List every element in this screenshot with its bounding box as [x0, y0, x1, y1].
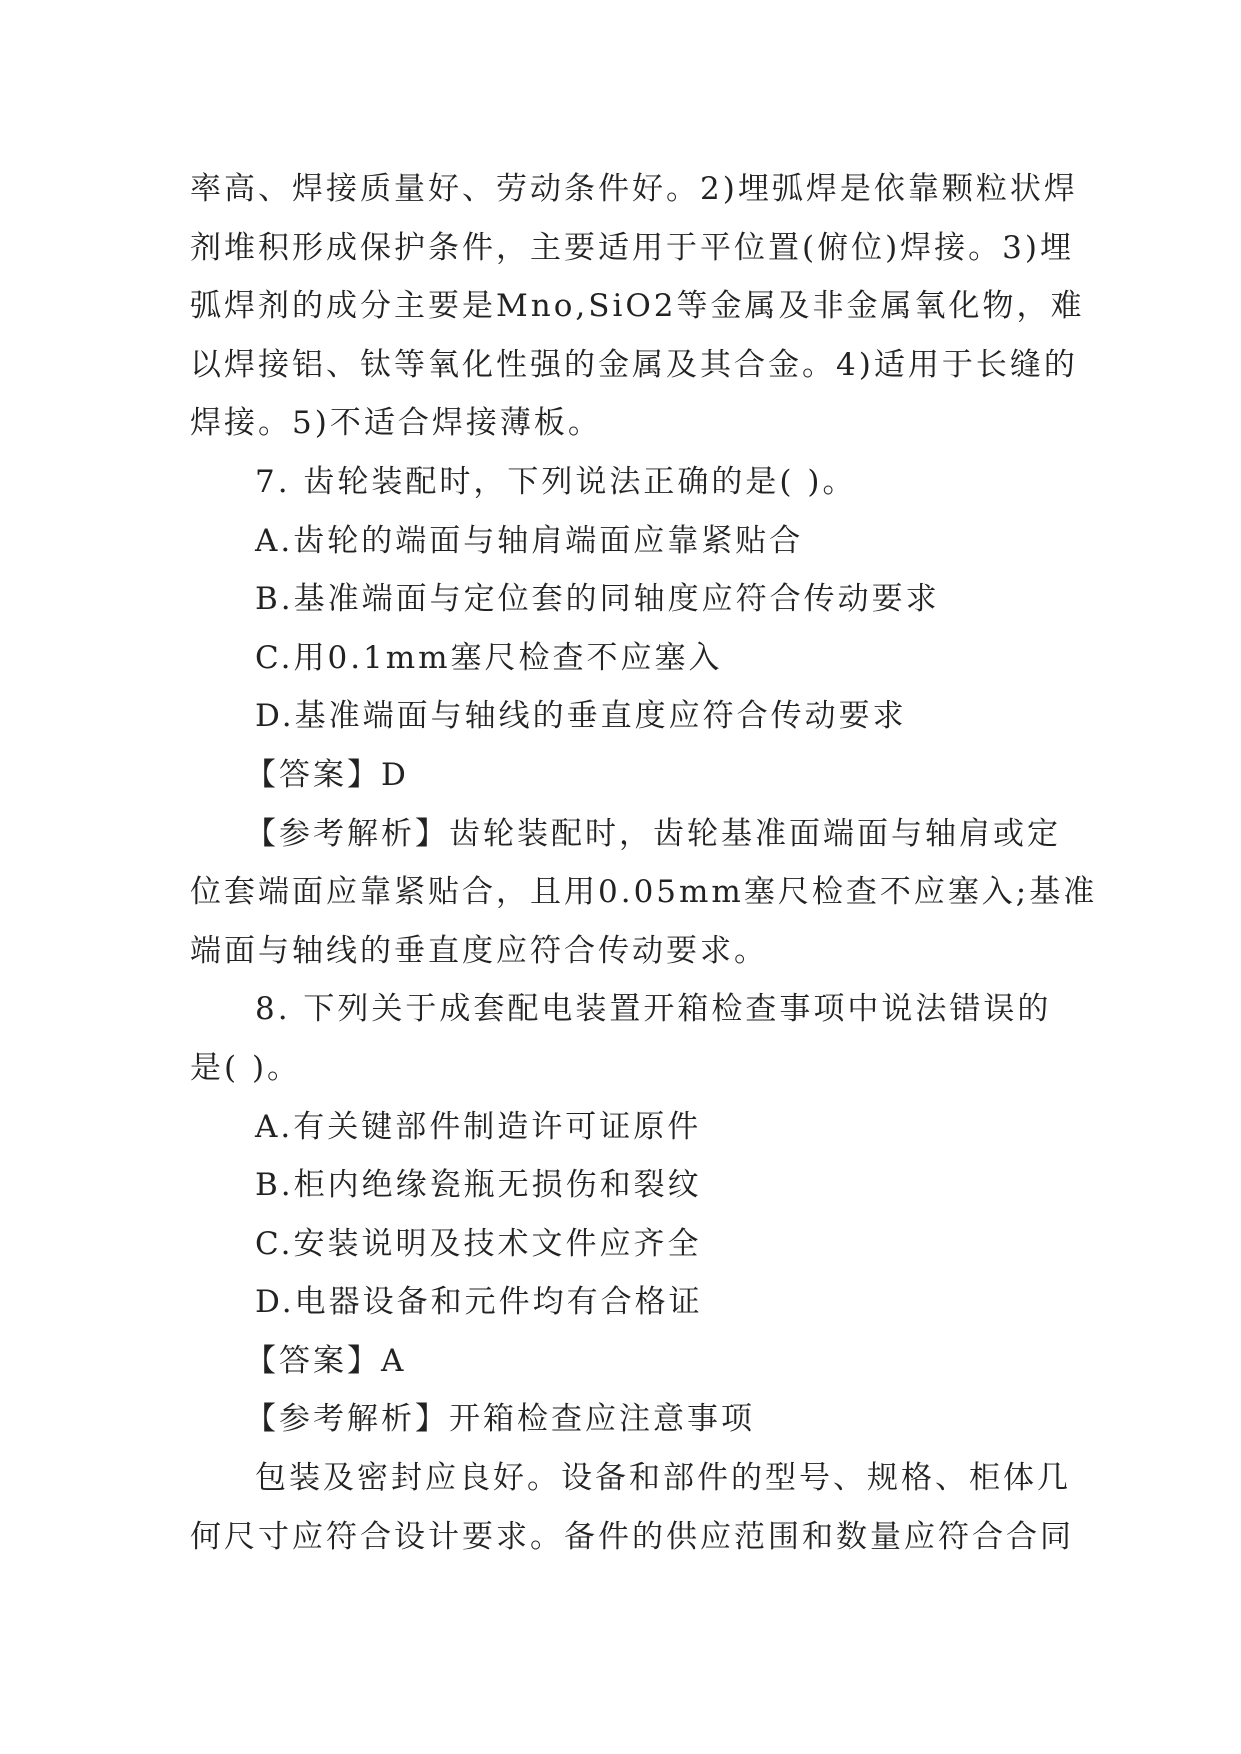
text-line: 以焊接铝、钛等氧化性强的金属及其合金。4)适用于长缝的 [190, 346, 1078, 383]
analysis: 【参考解析】开箱检查应注意事项 [245, 1401, 755, 1438]
option-c: C.用0.1mm塞尺检查不应塞入 [255, 639, 723, 676]
text-line: 何尺寸应符合设计要求。备件的供应范围和数量应符合合同 [190, 1518, 1074, 1555]
option-b: B.基准端面与定位套的同轴度应符合传动要求 [255, 581, 940, 618]
body-paragraph [190, 1449, 1074, 1566]
text-line: 焊接。5)不适合焊接薄板。 [190, 405, 602, 442]
continuation-paragraph [190, 160, 1085, 453]
question-stem-cont: 是( )。 [190, 1049, 302, 1086]
option-a: A.有关键部件制造许可证原件 [255, 1108, 702, 1145]
text-line: 率高、焊接质量好、劳动条件好。2)埋弧焊是依靠颗粒状焊 [190, 171, 1078, 207]
text-line: 位套端面应靠紧贴合，且用0.05mm塞尺检查不应塞入;基准 [190, 874, 1098, 911]
option-c: C.安装说明及技术文件应齐全 [255, 1225, 702, 1262]
text-line: 包装及密封应良好。设备和部件的型号、规格、柜体几 [255, 1460, 1071, 1497]
text-line: 剂堆积形成保护条件，主要适用于平位置(俯位)焊接。3)埋 [190, 229, 1075, 266]
answer: 【答案】A [245, 1342, 407, 1379]
question-stem: 7. 齿轮装配时，下列说法正确的是( )。 [255, 463, 857, 500]
answer: 【答案】D [245, 756, 409, 793]
option-d: D.基准端面与轴线的垂直度应符合传动要求 [255, 698, 907, 735]
question-8 [190, 980, 1074, 1566]
question-7 [190, 453, 1098, 980]
document-page [190, 160, 1098, 1566]
text-line: 【参考解析】齿轮装配时，齿轮基准面端面与轴肩或定 [245, 815, 1061, 852]
option-b: B.柜内绝缘瓷瓶无损伤和裂纹 [255, 1167, 702, 1204]
option-a: A.齿轮的端面与轴肩端面应靠紧贴合 [255, 522, 804, 559]
analysis [190, 805, 1098, 981]
text-line: 端面与轴线的垂直度应符合传动要求。 [190, 932, 768, 969]
text-line: 弧焊剂的成分主要是Mno,SiO2等金属及非金属氧化物，难 [190, 288, 1085, 325]
question-stem: 8. 下列关于成套配电装置开箱检查事项中说法错误的 [255, 991, 1052, 1028]
option-d: D.电器设备和元件均有合格证 [255, 1284, 703, 1321]
